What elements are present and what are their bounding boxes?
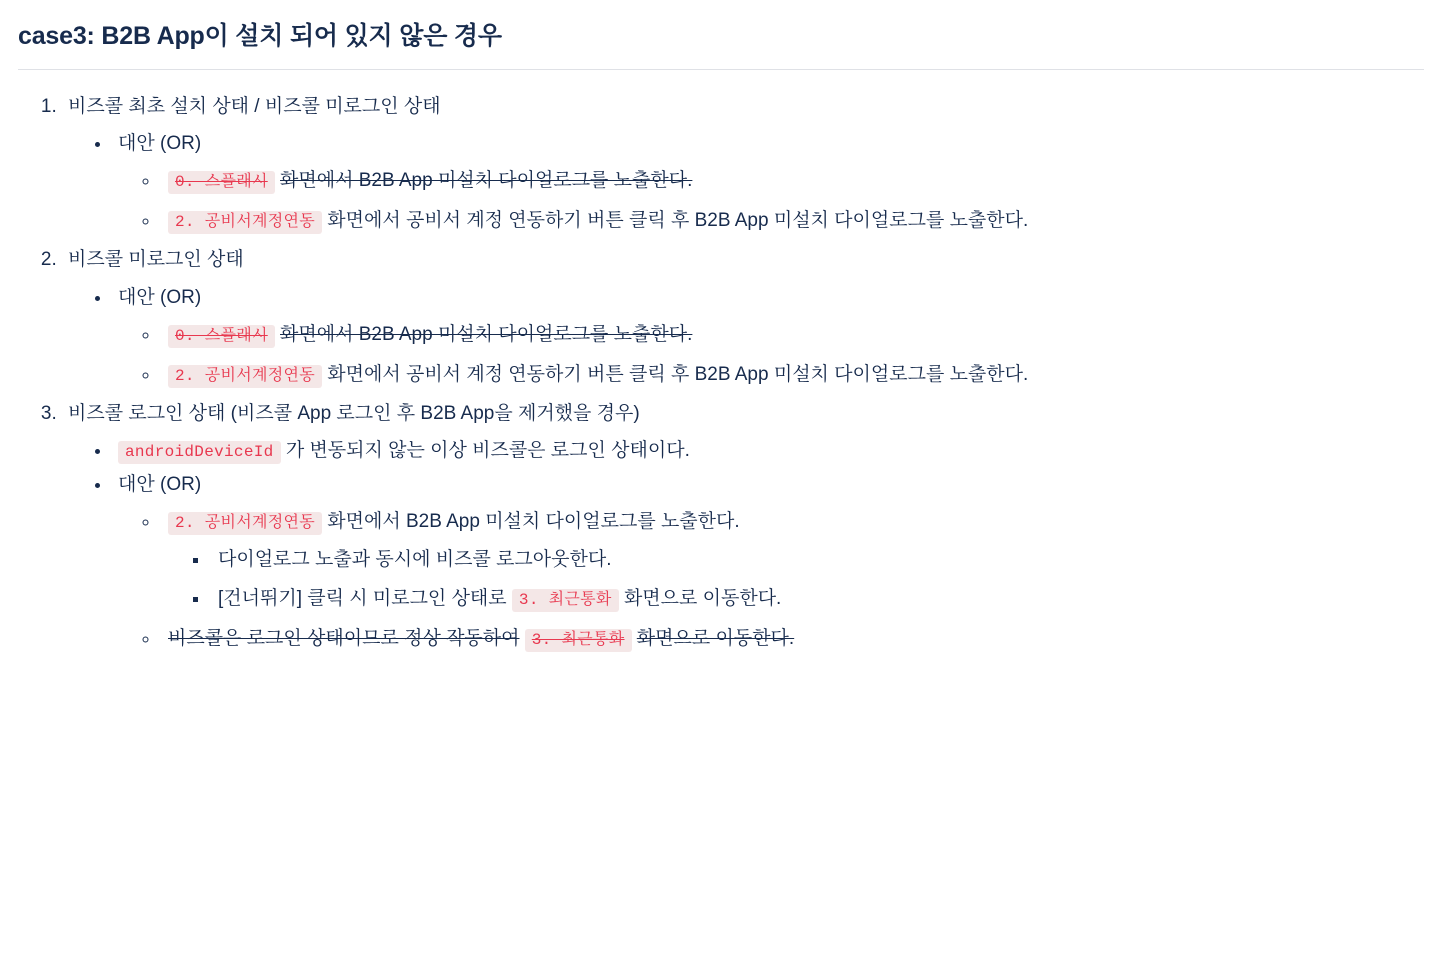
item-3-option-1-details (168, 545, 1424, 614)
item-1-options (118, 166, 1424, 235)
list-item (210, 545, 1424, 574)
outline-list (18, 92, 1424, 654)
screen-tag-splash: 0. 스플래시 (168, 325, 275, 348)
list-item (160, 320, 1424, 349)
screen-tag-account-link: 2. 공비서계정연동 (168, 211, 322, 234)
item-3-detail-1: 다이얼로그 노출과 동시에 비즈콜 로그아웃한다. (218, 548, 612, 570)
screen-tag-recent-calls: 3. 최근통화 (512, 589, 619, 612)
item-1-option-2-text: 화면에서 공비서 계정 연동하기 버튼 클릭 후 B2B App 미설치 다이얼로그를 노출한다. (327, 209, 1029, 231)
list-item (112, 283, 1424, 389)
page-title: case3: B2B App이 설치 되어 있지 않은 경우 (18, 22, 502, 50)
item-1-option-1-text: 화면에서 B2B App 미설치 다이얼로그를 노출한다. (280, 170, 693, 192)
item-3-option-1-text: 화면에서 B2B App 미설치 다이얼로그를 노출한다. (327, 511, 740, 533)
item-3-alt-label: 대안 (OR) (118, 473, 202, 495)
title-divider (18, 69, 1424, 70)
list-item (62, 92, 1424, 236)
item-3-option-2-pre: 비즈콜은 로그인 상태이므로 정상 작동하여 (168, 627, 520, 649)
item-3-note-text: 가 변동되지 않는 이상 비즈콜은 로그인 상태이다. (285, 440, 690, 462)
list-item (112, 470, 1424, 653)
item-2-label: 비즈콜 미로그인 상태 (68, 249, 244, 271)
screen-tag-account-link: 2. 공비서계정연동 (168, 512, 322, 535)
screen-tag-splash: 0. 스플래시 (168, 171, 275, 194)
list-item (62, 399, 1424, 653)
list-item (112, 436, 1424, 465)
list-item (210, 584, 1424, 613)
item-3-options (118, 507, 1424, 653)
code-android-device-id: androidDeviceId (118, 441, 281, 464)
item-2-options (118, 320, 1424, 389)
screen-tag-recent-calls: 3. 최근통화 (525, 629, 632, 652)
list-item (112, 129, 1424, 235)
item-3-detail-2-pre: [건너뛰기] 클릭 시 미로그인 상태로 (218, 588, 507, 610)
list-item (160, 507, 1424, 613)
item-1-alt-label: 대안 (OR) (118, 132, 202, 154)
item-3-alternatives (68, 436, 1424, 653)
item-3-detail-2-post: 화면으로 이동한다. (623, 588, 782, 610)
item-2-alternatives (68, 283, 1424, 389)
item-2-option-2-text: 화면에서 공비서 계정 연동하기 버튼 클릭 후 B2B App 미설치 다이얼로그를 노출한다. (327, 363, 1029, 385)
list-item (160, 624, 1424, 653)
screen-tag-account-link: 2. 공비서계정연동 (168, 365, 322, 388)
item-2-option-1-text: 화면에서 B2B App 미설치 다이얼로그를 노출한다. (280, 324, 693, 346)
list-item (62, 245, 1424, 389)
item-3-label: 비즈콜 로그인 상태 (비즈콜 App 로그인 후 B2B App을 제거했을 경우) (68, 403, 640, 424)
item-2-alt-label: 대안 (OR) (118, 286, 202, 308)
item-1-label: 비즈콜 최초 설치 상태 / 비즈콜 미로그인 상태 (68, 95, 441, 117)
list-item (160, 206, 1424, 235)
list-item (160, 166, 1424, 195)
item-3-option-2-post: 화면으로 이동한다. (636, 627, 795, 649)
item-1-alternatives (68, 129, 1424, 235)
list-item (160, 360, 1424, 389)
